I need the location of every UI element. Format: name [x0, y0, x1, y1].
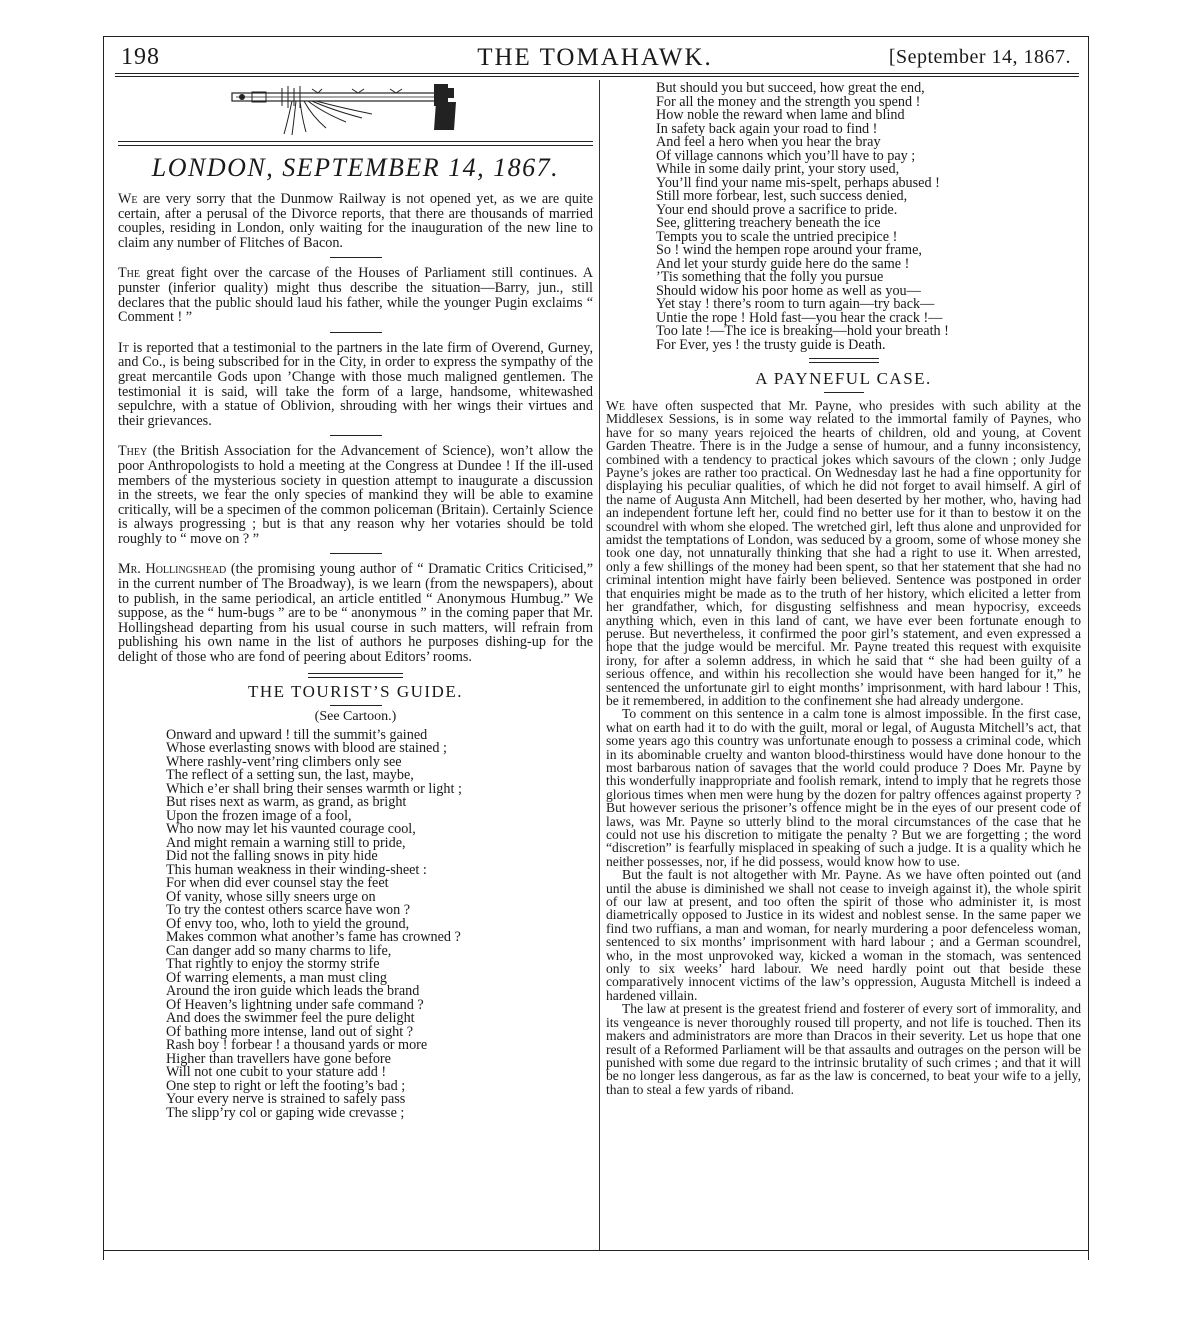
payneful-paragraph-4: The law at present is the greatest friend and fosterer of every sort of immorality, and its vengeance is never thoroughly roused till property, and not life is touched. Then its makers and administrators are more than Dracos in their severity. Let us hope that one result of a Reformed Parliament will be that assaults and outrages on the person will be punished with some due regard to the intrinsic brutality of such crimes ; and that it will be no longer less dangerous, as far as the law is concerned, to beat your wife to a jelly, than to steal a few yards of riband.	[606, 1001, 1081, 1097]
poem-line: Can danger add so many charms to life,	[166, 942, 392, 959]
poem-line: For all the money and the strength you spend !	[656, 93, 921, 110]
poem-line: Rash boy ! forbear ! a thousand yards or more	[166, 1037, 428, 1054]
paragraph-hollingshead: Mr. Hollingshead (the promising young author of “ Dramatic Critics Criticised,” in the current number of The Broadway), is we learn (from the newspapers), about to publish, in the same periodical, an article entitled “ Anonymous Humbug.” We suppose, as the “ hum-bugs ” are to be “ anonymous ” in the coming paper that Mr. Hollingshead departing from his usual course in such matters, will refrain from publishing his own name in the list of authors he purposes dishing-up for the delight of those who are fond of peering about Editors’ rooms.	[118, 561, 594, 666]
title-underline	[824, 392, 864, 393]
poem-line: Will not one cubit to your stature add !	[166, 1064, 387, 1081]
payneful-case-title: A PAYNEFUL CASE.	[755, 369, 932, 388]
poem-line: Around the iron guide which leads the brand	[166, 983, 420, 1000]
poem-line: Who now may let his vaunted courage cool,	[166, 821, 416, 838]
poem-line: Of warring elements, a man must cling	[166, 969, 388, 986]
poem-line: For when did ever counsel stay the feet	[166, 875, 389, 892]
tourist-guide-poem	[118, 726, 593, 1121]
poem-line: And does the swimmer feel the pure delight	[166, 1010, 415, 1027]
header-rule-2	[115, 76, 1079, 77]
poem-line: Onward and upward ! till the summit’s gained	[166, 726, 428, 743]
poem-line: Still more forbear, lest, such success denied,	[656, 188, 908, 204]
poem-line: Yet stay ! there’s room to turn again—try back—	[656, 296, 935, 312]
poem-line: Upon the frozen image of a fool,	[166, 807, 352, 824]
poem-line: Where rashly-vent’ring climbers only see	[166, 753, 402, 770]
poem-line: While in some daily print, your story used,	[656, 161, 900, 177]
section-divider	[330, 553, 382, 554]
poem-line: Makes common what another’s fame has crowned ?	[166, 929, 461, 946]
poem-line: Of village cannons which you’ll have to pay ;	[656, 147, 916, 164]
poem-line: ’Tis something that the folly you pursue	[656, 269, 884, 285]
poem-line: This human weakness in their winding-sheet :	[166, 861, 427, 878]
poem-line: But rises next as warm, as grand, as bright	[166, 794, 407, 811]
page-number: 198	[121, 44, 160, 70]
double-divider	[809, 358, 879, 363]
poem-line: Too late !—The ice is breaking—hold your breath !	[656, 323, 949, 339]
poem-line: In safety back again your road to find !	[656, 120, 878, 137]
poem-line: Of vanity, whose silly sneers urge on	[166, 888, 376, 905]
dateline-rule-2	[118, 145, 593, 146]
section-divider	[330, 257, 382, 258]
poem-line: Your end should prove a sacrifice to pride.	[656, 201, 898, 218]
dateline-rule	[118, 141, 593, 142]
paragraph-british-association: They (the British Association for the Advancement of Science), won’t allow the poor Anthropologists to hold a meeting at the Congress at Dundee ! If the ill-used members of the mysterious society in question attempt to inaugurate a discussion in the streets, we fear the only species of mankind they will be able to examine critically, will be a specimen of the common policeman (Britain). Certainly Science is always progressing ; but is that any reason why her votaries should be told roughly to “ move on ? ”	[118, 443, 593, 547]
issue-date: [September 14, 1867.	[888, 46, 1071, 68]
tomahawk-logo-icon	[222, 80, 472, 136]
poem-line: Of bathing more intense, land out of sight ?	[166, 1023, 414, 1040]
see-cartoon-note: (See Cartoon.)	[314, 708, 397, 724]
poem-line: Your every nerve is strained to safely pass	[166, 1091, 406, 1108]
poem-line: But should you but succeed, how great the end,	[656, 80, 925, 96]
payneful-paragraph-1: We have often suspected that Mr. Payne, who presides with such ability at the Middlesex Sessions, is in some way related to the immortal family of Paynes, who have for so many years rejoiced the hearts of children, old and young, at Covent Garden Theatre. There is in the Judge a sense of humour, and a funny inconsistency, combined with a tendency to practical jokes which savours of the clown ; only Judge Payne’s jokes are rather too practical. On Wednesday last he had a fine opportunity for displaying his peculiar qualities, of which he did not forget to avail himself. A girl of the name of Augusta Ann Mitchell, had been deserted by her mother, who, having had an independent fortune left her, could find no better use for it than to bestow it on the scoundrel with whom she eloped. The wretched girl, left thus alone and unprovided for amidst the temptations of London, was seduced by a groom, some of whose money she took one day, not unnaturally thinking that she had a right to use it. When arrested, only a few shillings of the money had been spent, so that her statement that she had no criminal intention might have fairly been believed. Sentence was postponed in order that enquiries might be made as to the truth of her history, which elicited a letter from her grandfather, which, for disgusting selfishness and mean hypocrisy, exceeds anything which, even in this land of cant, we have ever been fortunate enough to peruse. But nevertheless, it confirmed the poor girl’s statement, and even expressed a hope that the judge would be merciful. Mr. Payne treated this request with exquisite irony, for after a solemn address, in which he said that “ she had been guilty of a serious offence, and within his recollection she would have been hanged for it,” he sentenced the unfortunate girl to eight months’ imprisonment, with hard labour ! This, be it remembered, in addition to the confinement she had already undergone.	[606, 398, 1081, 708]
dateline: LONDON, SEPTEMBER 14, 1867.	[151, 153, 560, 182]
poem-line: Untie the rope ! Hold fast—you hear the crack !—	[656, 309, 943, 326]
poem-line: See, glittering treachery beneath the ice	[656, 215, 881, 231]
tourist-guide-poem-continued	[606, 82, 1081, 352]
poem-line: Higher than travellers have gone before	[166, 1050, 391, 1067]
poem-line: Of envy too, who, loth to yield the ground,	[166, 915, 410, 932]
poem-line: The slipp’ry col or gaping wide crevasse ;	[166, 1104, 405, 1121]
poem-line: So ! wind the hempen rope around your frame,	[656, 242, 922, 258]
poem-line: Of Heaven’s lightning under safe command ?	[166, 996, 424, 1013]
left-column	[118, 192, 593, 1120]
poem-line: And might remain a warning still to pride,	[166, 834, 406, 851]
poem-line: Did not the falling snows in pity hide	[166, 848, 378, 865]
poem-line: Whose everlasting snows with blood are stained ;	[166, 740, 447, 757]
poem-line: And feel a hero when you hear the bray	[656, 134, 881, 150]
title-underline	[330, 705, 382, 706]
column-separator	[599, 80, 600, 1250]
right-column	[606, 82, 1081, 1096]
payneful-paragraph-2: To comment on this sentence in a calm tone is almost impossible. In the first case, what on earth had it to do with the guilt, moral or legal, of Augusta Mitchell’s act, that some years ago this country was unfortunate enough to possess a criminal code, which in its abominable cruelty and wanton blood-thirstiness would have done honour to the most barbarous nation of savages that the world could produce ? Does Mr. Payne by this wonderfully inappropriate and foolish remark, intend to imply that he regrets those glorious times when men were hung by the dozen for paltry offences against property ? But however serious the prisoner’s offence might be in the eyes of our present code of laws, was Mr. Payne so utterly blind to the moral circumstances of the case that he could not use his discretion to mitigate the penalty ? But we are forgetting ; the word “discretion” is fearfully misplaced in speaking of such a judge. It is a quality which he neither possesses, nor, if he did possess, would know how to use.	[606, 706, 1081, 869]
double-divider	[308, 673, 403, 678]
paragraph-dunmow: We are very sorry that the Dunmow Railway is not opened yet, as we are quite certain, after a perusal of the Divorce reports, that there are thousands of married couples, residing in London, only waiting for the inauguration of the new line to claim any number of Flitches of Bacon.	[118, 191, 593, 251]
poem-line: For Ever, yes ! the trusty guide is Death.	[656, 336, 886, 353]
poem-line: That rightly to enjoy the stormy strife	[166, 956, 380, 973]
page-bottom-rule	[103, 1250, 1088, 1251]
masthead-title: THE TOMAHAWK.	[477, 44, 713, 71]
poem-line: Tempts you to scale the untried precipice !	[656, 228, 898, 245]
poem-line: Which e’er shall bring their senses warmth or light ;	[166, 780, 462, 797]
poem-line: The reflect of a setting sun, the last, maybe,	[166, 767, 414, 784]
poem-line: One step to right or left the footing’s bad ;	[166, 1077, 406, 1094]
section-divider	[330, 332, 382, 333]
poem-line: And let your sturdy guide here do the same !	[656, 255, 910, 272]
tourist-guide-title: THE TOURIST’S GUIDE.	[248, 681, 463, 701]
section-divider	[330, 435, 382, 436]
paragraph-testimonial: It is reported that a testimonial to the partners in the late firm of Overend, Gurney, and Co., is being subscribed for in the City, in order to express the sympathy of the great mercantile Gods upon ’Change with those much maligned gentlemen. The testimonial it is said, will take the form of a large, handsome, whitewashed sepulchre, with a statue of Oblivion, shrouding with her wings their virtues and their grievances.	[118, 339, 593, 429]
poem-line: You’ll find your name mis-spelt, perhaps abused !	[656, 174, 940, 191]
poem-line: How noble the reward when lame and blind	[656, 107, 905, 123]
page-header	[115, 44, 1075, 74]
paragraph-parliament: The great fight over the carcase of the Houses of Parliament still continues. A punster (inferior quality) might thus describe the situation—Barry, jun., still declares that the public should laud his father, while the younger Pugin exclaims “ Comment ! ”	[118, 265, 593, 326]
poem-line: To try the contest others scarce have won ?	[166, 902, 411, 919]
poem-line: Should widow his poor home as well as you—	[656, 282, 921, 299]
payneful-paragraph-3: But the fault is not altogether with Mr. Payne. As we have often pointed out (and until the abuse is diminished we shall not cease to inveigh against it), the whole spirit of our law at present, and too often the spirit of those who administer it, is most diametrically opposed to Justice in its widest and noblest sense. In the same paper we find two ruffians, a man and woman, for nearly murdering a poor defenceless woman, sentenced to six months’ imprisonment with hard labour ; and a German scoundrel, who, in the most unprovoked way, kicked a woman in the stomach, was sentenced only to six weeks’ hard labour. We need hardly point out that beside these comparatively innocent victims of the law’s oppression, Augusta Mitchell is indeed a hardened villain.	[606, 867, 1081, 1003]
header-rule	[115, 73, 1079, 74]
